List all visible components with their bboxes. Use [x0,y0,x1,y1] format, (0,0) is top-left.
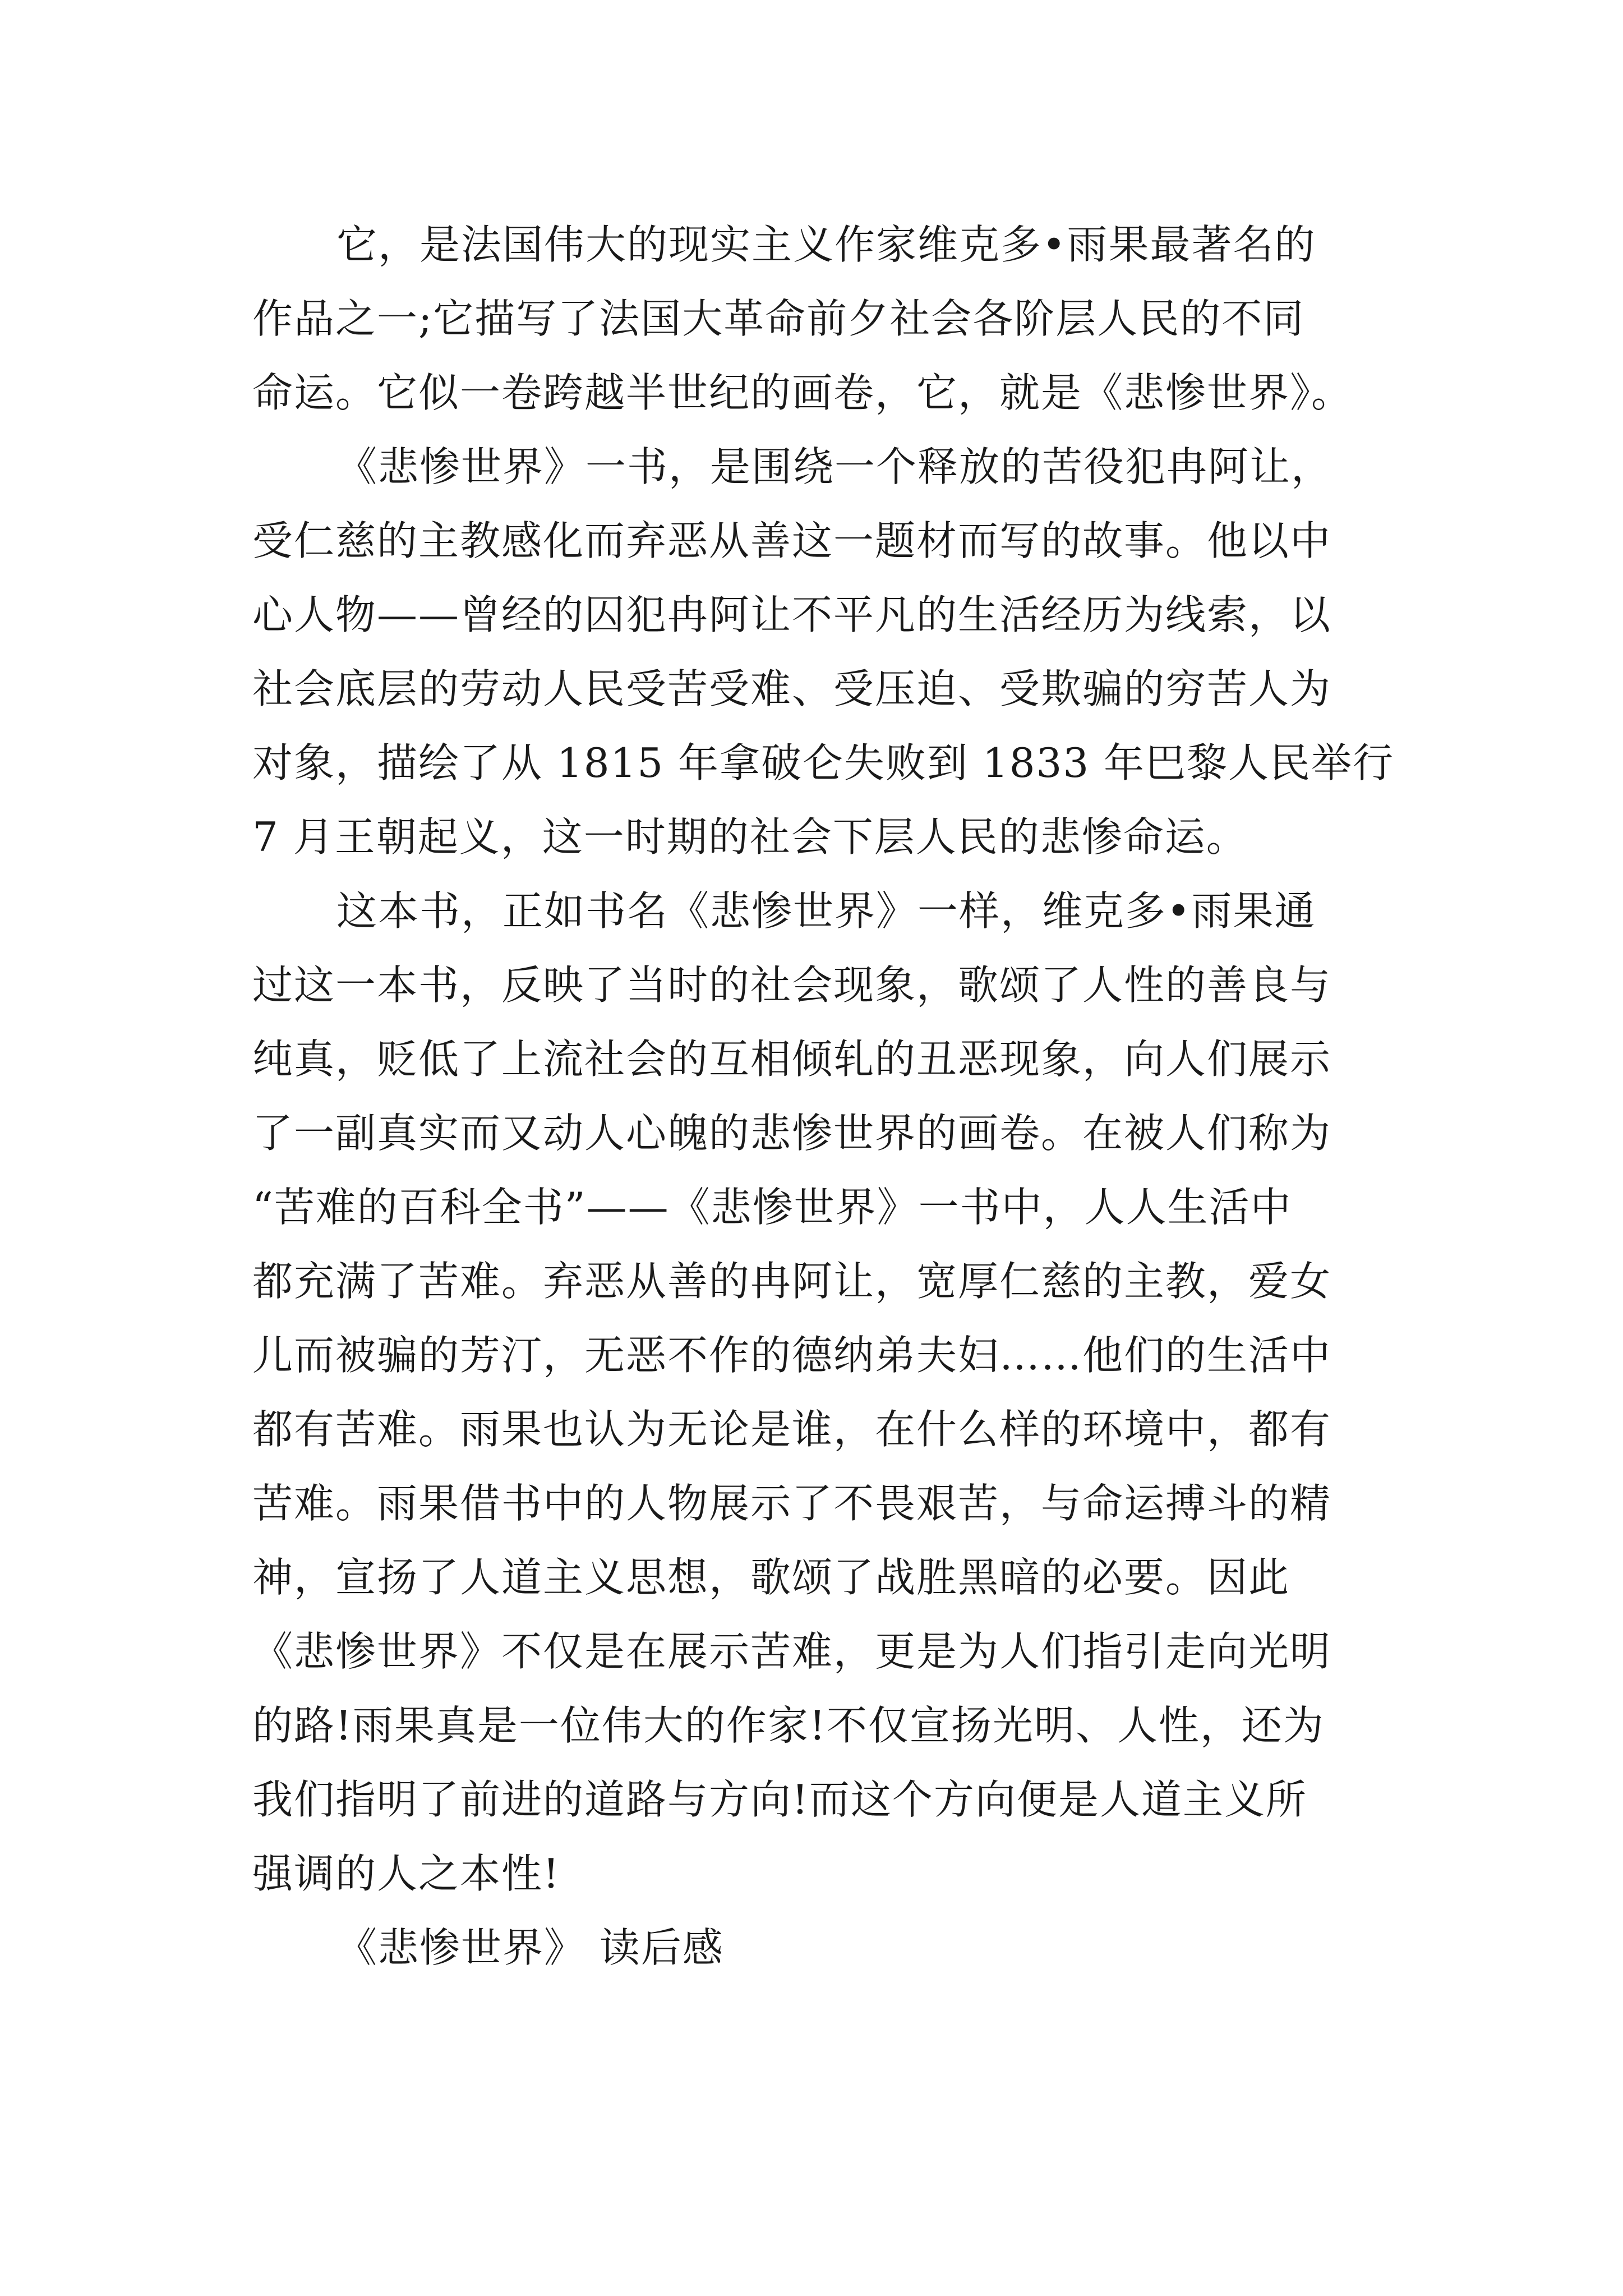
closing-title-line: 《悲惨世界》 读后感 [336,1924,724,1971]
paragraph-line: 强调的人之本性! [252,1850,560,1897]
paragraph-line: 《悲惨世界》一书，是围绕一个释放的苦役犯冉阿让， [336,443,1333,490]
paragraph-line: 都充满了苦难。弃恶从善的冉阿让，宽厚仁慈的主教，爱女 [252,1258,1332,1305]
paragraph-line: 神，宣扬了人道主义思想，歌颂了战胜黑暗的必要。因此 [252,1554,1290,1601]
paragraph-line: 了一副真实而又动人心魄的悲惨世界的画卷。在被人们称为 [252,1110,1332,1157]
paragraph-line: “苦难的百科全书”——《悲惨世界》一书中，人人生活中 [252,1184,1292,1231]
paragraph-line: 我们指明了前进的道路与方向!而这个方向便是人道主义所 [252,1776,1307,1823]
paragraph-line: 纯真，贬低了上流社会的互相倾轧的丑恶现象，向人们展示 [252,1036,1332,1083]
paragraph-line: 的路!雨果真是一位伟大的作家!不仅宣扬光明、人性，还为 [252,1702,1325,1749]
paragraph-line: 《悲惨世界》不仅是在展示苦难，更是为人们指引走向光明 [252,1628,1332,1675]
paragraph-line: 作品之一;它描写了法国大革命前夕社会各阶层人民的不同 [252,295,1305,342]
paragraph-line: 受仁慈的主教感化而弃恶从善这一题材而写的故事。他以中 [252,517,1332,564]
paragraph-line: 都有苦难。雨果也认为无论是谁，在什么样的环境中，都有 [252,1406,1332,1453]
paragraph-line: 社会底层的劳动人民受苦受难、受压迫、受欺骗的穷苦人为 [252,665,1332,712]
paragraph-line: 7 月王朝起义，这一时期的社会下层人民的悲惨命运。 [252,813,1248,861]
paragraph-line: 儿而被骗的芳汀，无恶不作的德纳弟夫妇……他们的生活中 [252,1332,1332,1379]
body-text [252,208,1395,1985]
paragraph-line: 这本书，正如书名《悲惨世界》一样，维克多•雨果通 [336,887,1316,935]
paragraph-line: 它，是法国伟大的现实主义作家维克多•雨果最著名的 [336,221,1316,268]
paragraph-line: 命运。它似一卷跨越半世纪的画卷，它，就是《悲惨世界》。 [252,369,1353,416]
paragraph-line: 心人物——曾经的囚犯冉阿让不平凡的生活经历为线索，以 [252,591,1332,638]
paragraph-line: 苦难。雨果借书中的人物展示了不畏艰苦，与命运搏斗的精 [252,1480,1332,1527]
paragraph-line: 过这一本书，反映了当时的社会现象，歌颂了人性的善良与 [252,961,1332,1009]
paragraph-line: 对象，描绘了从 1815 年拿破仑失败到 1833 年巴黎人民举行 [252,739,1395,786]
